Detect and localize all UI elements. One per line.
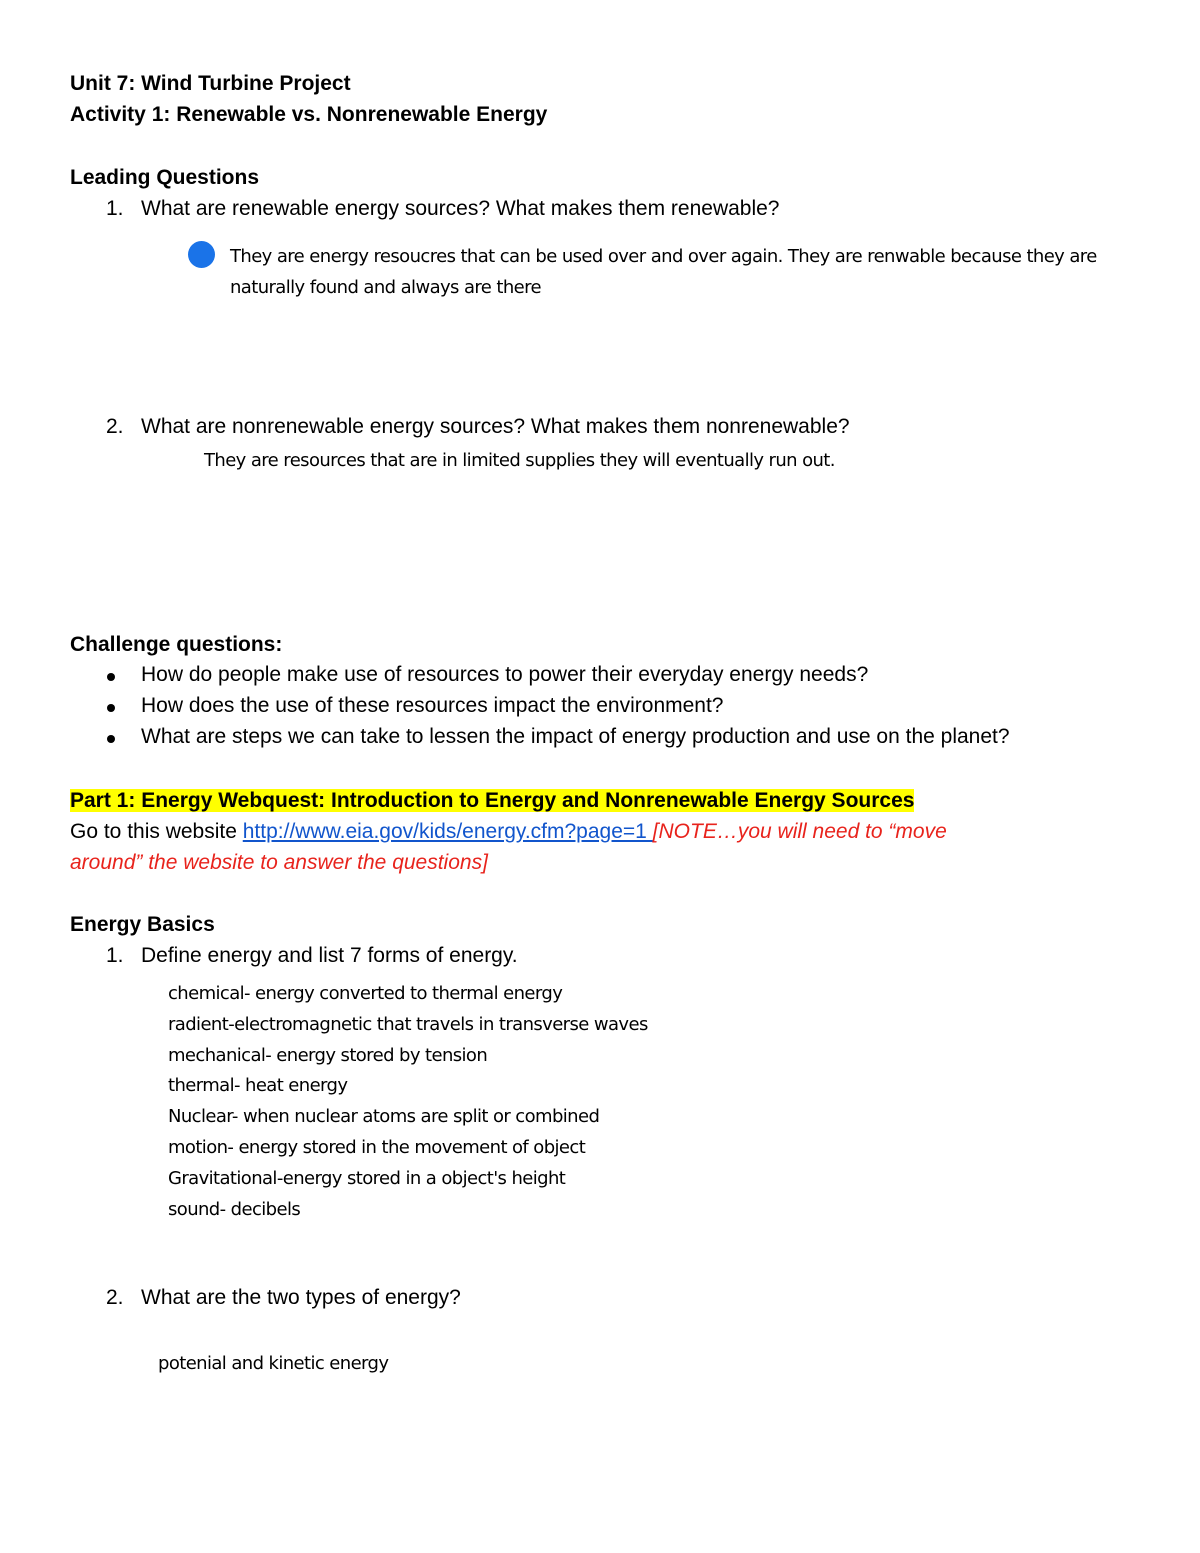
leading-q1-number: 1. (106, 197, 124, 220)
energy-form-item: Nuclear- when nuclear atoms are split or combined (168, 1106, 600, 1127)
leading-a1-line1: They are energy resoucres that can be used over and over again. They are renwable because they are (230, 246, 1097, 267)
go-to-text: Go to this website (70, 820, 243, 843)
energy-form-item: mechanical- energy stored by tension (168, 1045, 488, 1066)
bullet-icon (107, 673, 115, 681)
activity-title: Activity 1: Renewable vs. Nonrenewable Energy (70, 103, 548, 126)
part1-instruction-line1 (70, 820, 947, 844)
challenge-item: What are steps we can take to lessen the impact of energy production and use on the planet? (141, 725, 1010, 748)
energy-basics-heading: Energy Basics (70, 913, 215, 936)
part1-heading (70, 789, 914, 813)
leading-questions-heading: Leading Questions (70, 166, 260, 189)
unit-title: Unit 7: Wind Turbine Project (70, 72, 351, 95)
comment-marker-icon[interactable] (188, 241, 215, 268)
basics-q1-text: Define energy and list 7 forms of energy. (141, 944, 518, 967)
note-text-line1: [NOTE…you will need to “move (652, 820, 947, 843)
energy-form-item: sound- decibels (168, 1199, 301, 1220)
bullet-icon (107, 735, 115, 743)
challenge-item: How does the use of these resources impact the environment? (141, 694, 724, 717)
part1-heading-text: Part 1: Energy Webquest: Introduction to Energy and Nonrenewable Energy Sources (70, 789, 915, 812)
leading-q2-text: What are nonrenewable energy sources? What makes them nonrenewable? (141, 415, 850, 438)
basics-q2-number: 2. (106, 1286, 124, 1309)
leading-q1-text: What are renewable energy sources? What makes them renewable? (141, 197, 780, 220)
basics-q1-number: 1. (106, 944, 124, 967)
energy-form-item: chemical- energy converted to thermal energy (168, 983, 563, 1004)
basics-q2-text: What are the two types of energy? (141, 1286, 461, 1309)
energy-form-item: radient-electromagnetic that travels in transverse waves (168, 1014, 648, 1035)
leading-q2-number: 2. (106, 415, 124, 438)
challenge-item: How do people make use of resources to power their everyday energy needs? (141, 663, 869, 686)
challenge-heading: Challenge questions: (70, 633, 283, 656)
energy-form-item: Gravitational-energy stored in a object's height (168, 1168, 566, 1189)
note-text-line2: around” the website to answer the questions] (70, 851, 488, 874)
website-link[interactable]: http://www.eia.gov/kids/energy.cfm?page=1 (242, 820, 653, 843)
basics-a2: potenial and kinetic energy (158, 1353, 389, 1374)
energy-form-item: thermal- heat energy (168, 1075, 348, 1096)
energy-form-item: motion- energy stored in the movement of object (168, 1137, 586, 1158)
bullet-icon (107, 704, 115, 712)
leading-a1-line2: naturally found and always are there (230, 277, 541, 298)
leading-a2: They are resources that are in limited supplies they will eventually run out. (204, 450, 835, 471)
